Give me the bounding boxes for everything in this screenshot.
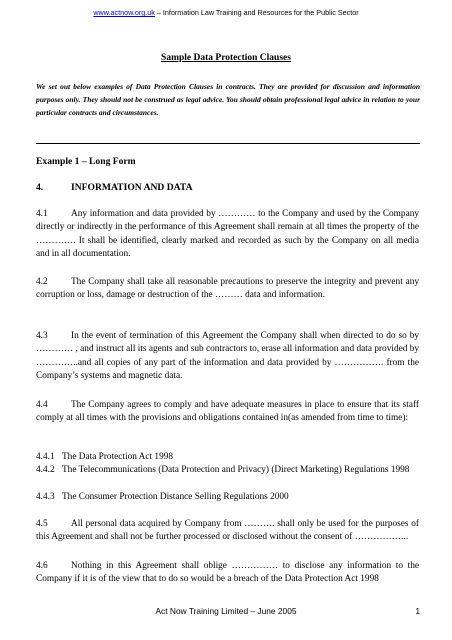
divider bbox=[36, 143, 420, 144]
clause-4-6 bbox=[36, 560, 419, 587]
sub-clause-text: The Consumer Protection Distance Selling Regulations 2000 bbox=[62, 492, 289, 502]
clause-4-5 bbox=[36, 518, 419, 545]
clause-number: 4.3 bbox=[36, 331, 48, 341]
clause-4-2 bbox=[36, 276, 419, 303]
page-footer: Act Now Training Limited – June 2005 bbox=[155, 606, 297, 616]
section-number: 4. bbox=[36, 182, 44, 193]
clause-text: The Company agrees to comply and have adequate measures in place to ensure that its staff comply at all times with the provisions and obligations contained in(as amended from time to time): bbox=[36, 400, 419, 424]
section-heading bbox=[36, 182, 193, 193]
clause-text: In the event of termination of this Agreement the Company shall when directed to do so by ………… , and instruct all its agents and sub contractors to, erase all information and data provided by …………..and all copies of any part of the information and data provided by ……………. from the Company’s systems and magnetic data. bbox=[36, 331, 419, 382]
clause-text: All personal data acquired by Company from ………. shall only be used for the purposes of this Agreement and shall not be further processed or disclosed without the consent of ……………... bbox=[36, 519, 419, 543]
header-text: – Information Law Training and Resources for the Public Sector bbox=[154, 8, 359, 17]
clause-number: 4.6 bbox=[36, 561, 48, 571]
sub-clause-text: The Telecommunications (Data Protection and Privacy) (Direct Marketing) Regulations 1998 bbox=[62, 465, 410, 475]
sub-clause-4-4-1 bbox=[36, 451, 419, 464]
clause-text: Nothing in this Agreement shall oblige …………… to disclose any information to the Company if it is of the view that to do so would be a breach of the Data Protection Act 1998 bbox=[36, 561, 419, 585]
clause-4-3 bbox=[36, 330, 419, 384]
sub-clause-4-4-3 bbox=[36, 491, 419, 504]
header-link[interactable]: www.actnow.org.uk bbox=[93, 8, 155, 17]
example-heading: Example 1 – Long Form bbox=[36, 156, 136, 167]
document-title: Sample Data Protection Clauses bbox=[161, 53, 291, 63]
clause-number: 4.5 bbox=[36, 519, 48, 529]
clause-number: 4.2 bbox=[36, 277, 48, 287]
page-number: 1 bbox=[415, 606, 420, 616]
section-title: INFORMATION AND DATA bbox=[71, 182, 193, 193]
clause-number: 4.1 bbox=[36, 209, 48, 219]
clause-4-4 bbox=[36, 399, 419, 426]
page-header bbox=[0, 8, 452, 17]
sub-clause-number: 4.4.1 bbox=[36, 452, 55, 462]
sub-clause-number: 4.4.2 bbox=[36, 465, 55, 475]
sub-clause-number: 4.4.3 bbox=[36, 492, 55, 502]
clause-4-1 bbox=[36, 208, 419, 262]
clause-number: 4.4 bbox=[36, 400, 48, 410]
sub-clause-text: The Data Protection Act 1998 bbox=[62, 452, 174, 462]
sub-clause-4-4-2 bbox=[36, 464, 419, 477]
intro-disclaimer: We set out below examples of Data Protection Clauses in contracts. They are provided for discussion and information purposes only. They should not be construed as legal advice. You should obtain professional legal advice in relation to your particular contracts and circumstances. bbox=[36, 82, 420, 117]
clause-text: The Company shall take all reasonable precautions to preserve the integrity and prevent any corruption or loss, damage or destruction of the ……… data and information. bbox=[36, 277, 419, 301]
clause-text: Any information and data provided by ………… to the Company and used by the Company directly or indirectly in the performance of this Agreement shall remain at all times the property of the …………. It shall be identified, clearly marked and recorded as such by the Company on all media and in all documentation. bbox=[36, 209, 419, 260]
